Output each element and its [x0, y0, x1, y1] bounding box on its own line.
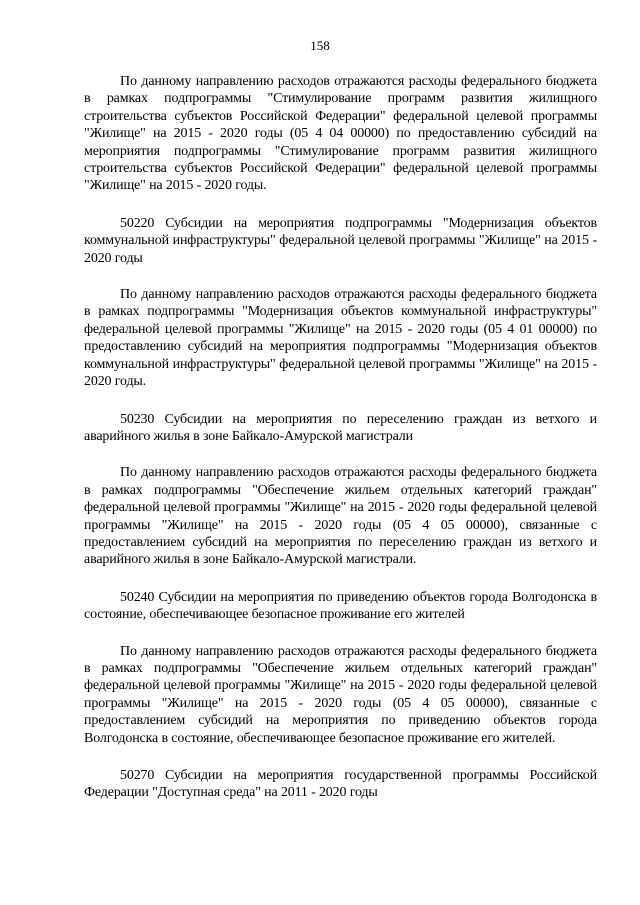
paragraph-description: По данному направлению расходов отражаются расходы федерального бюджета в рамках подпрограммы "Обеспечение жильем отдельных категорий граждан" федеральной целевой программы "Жилище" на 2015 - 2020 годы федеральной целевой программы "Жилище" на 2015 - 2020 годы (05 4 05 00000), связанные с предоставлением субсидий на мероприятия по приведению объектов города Волгодонска в состояние, обеспечивающее безопасное проживание его жителей.: [84, 643, 597, 746]
paragraph-expense-code-heading: 50220 Субсидии на мероприятия подпрограммы "Модернизация объектов коммунальной инфраструктуры" федеральной целевой программы "Жилище" на 2015 - 2020 годы: [84, 215, 597, 266]
document-body: [84, 73, 597, 821]
paragraph-expense-code-heading: 50230 Субсидии на мероприятия по переселению граждан из ветхого и аварийного жилья в зоне Байкало-Амурской магистрали: [84, 411, 597, 444]
paragraph-description: По данному направлению расходов отражаются расходы федерального бюджета в рамках подпрограммы "Обеспечение жильем отдельных категорий граждан" федеральной целевой программы "Жилище" на 2015 - 2020 годы федеральной целевой программы "Жилище" на 2015 - 2020 годы (05 4 05 00000), связанные с предоставлением субсидий на мероприятия по переселению граждан из ветхого и аварийного жилья в зоне Байкало-Амурской магистрали.: [84, 465, 597, 568]
paragraph-description: По данному направлению расходов отражаются расходы федерального бюджета в рамках подпрограммы "Стимулирование программ развития жилищного строительства субъектов Российской Федерации" федеральной целевой программы "Жилище" на 2015 - 2020 годы (05 4 04 00000) по предоставлению субсидий на мероприятия подпрограммы "Стимулирование программ развития жилищного строительства субъектов Российской Федерации" федеральной целевой программы "Жилище" на 2015 - 2020 годы.: [84, 74, 597, 194]
paragraph-expense-code-heading: 50270 Субсидии на мероприятия государственной программы Российской Федерации "Доступная среда" на 2011 - 2020 годы: [84, 768, 597, 801]
paragraph-expense-code-heading: 50240 Субсидии на мероприятия по приведению объектов города Волгодонска в состояние, обеспечивающее безопасное проживание его жителей: [84, 589, 597, 623]
paragraph-description: По данному направлению расходов отражаются расходы федерального бюджета в рамках подпрограммы "Модернизация объектов коммунальной инфраструктуры" федеральной целевой программы "Жилище" на 2015 - 2020 годы (05 4 01 00000) по предоставлению субсидий на мероприятия подпрограммы "Модернизация объектов коммунальной инфраструктуры" федеральной целевой программы "Жилище" на 2015 - 2020 годы.: [84, 287, 597, 390]
page-number: 158: [310, 38, 330, 53]
